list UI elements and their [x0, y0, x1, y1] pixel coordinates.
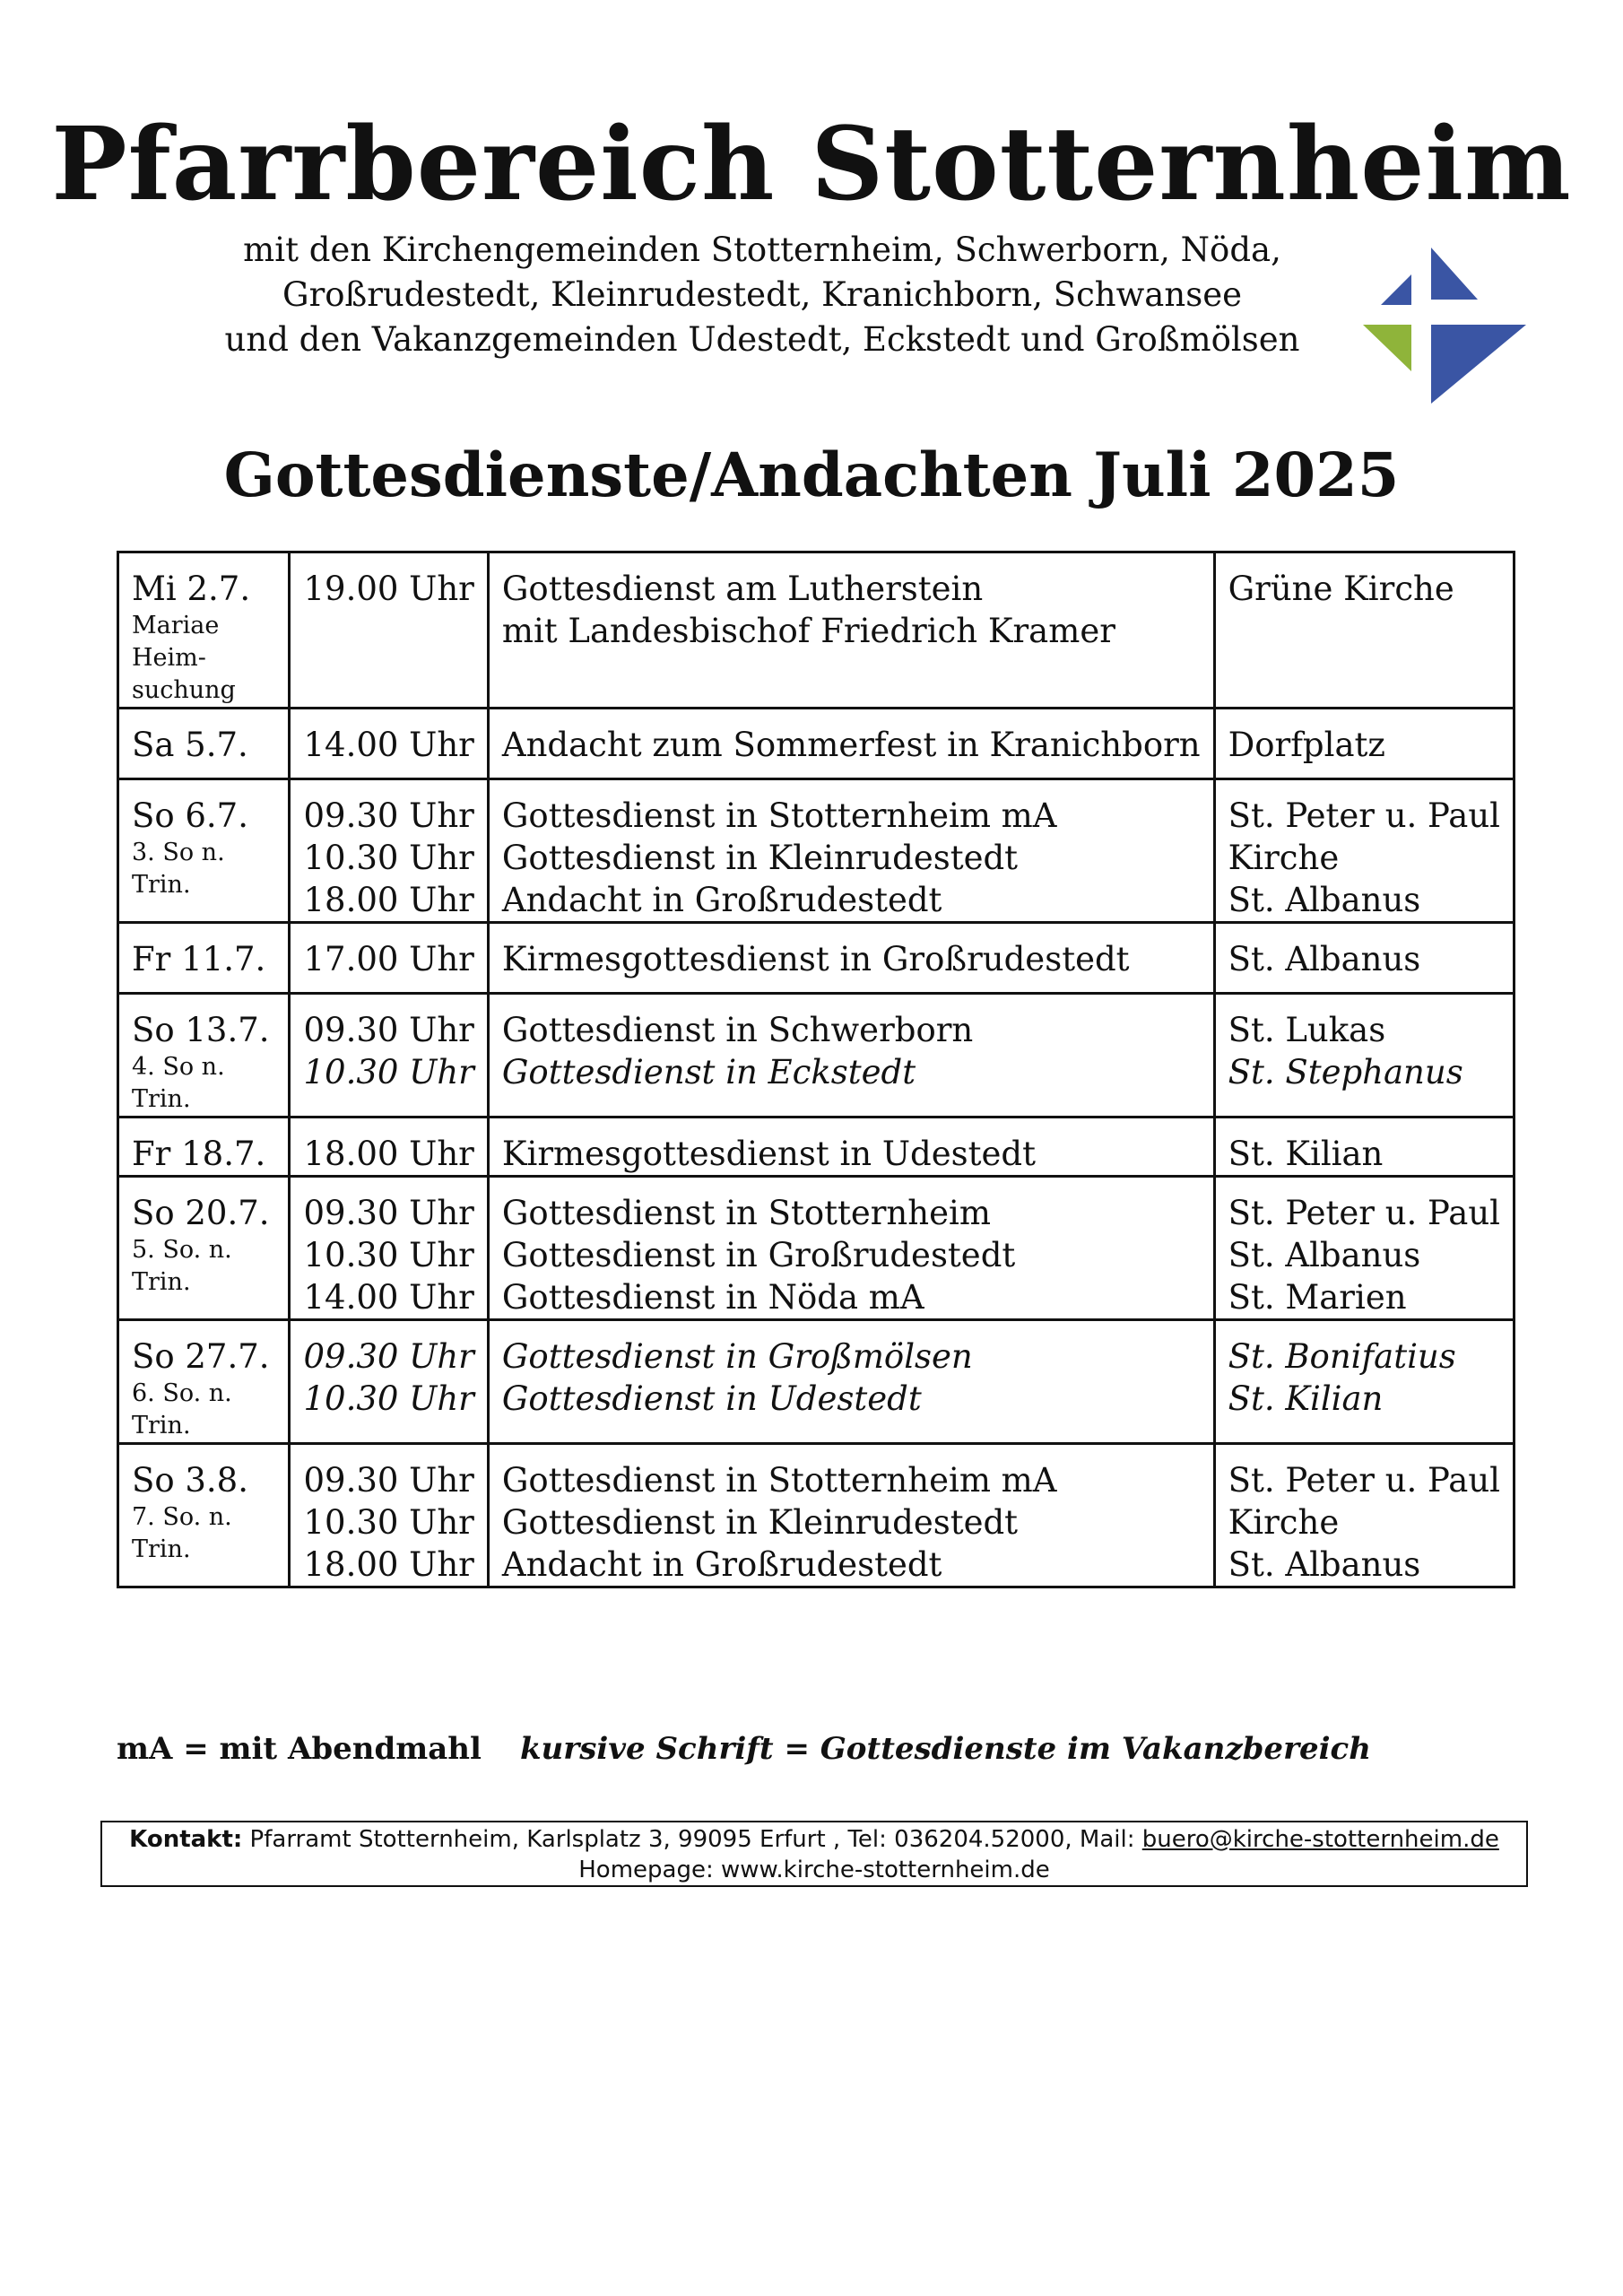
place-cell [1214, 779, 1514, 923]
place-cell [1214, 994, 1514, 1118]
time-cell [290, 994, 488, 1118]
date-cell [118, 1444, 290, 1587]
service-cell [488, 1118, 1214, 1177]
service-line: Kirmesgottesdienst in Udestedt [501, 1135, 1036, 1173]
place-line: St. Bonifatius [1228, 1337, 1456, 1376]
schedule-row [118, 1118, 1515, 1177]
legend-italic: kursive Schrift = Gottesdienste im Vakanzbereich [520, 1731, 1371, 1767]
page-title: Pfarrbereich Stotternheim [51, 106, 1572, 223]
service-line: mit Landesbischof Friedrich Kramer [501, 612, 1115, 650]
day-label: Fr 18.7. [132, 1135, 266, 1173]
time-line: 09.30 Uhr [303, 1461, 474, 1500]
time-line: 18.00 Uhr [303, 881, 474, 919]
place-line: St. Albanus [1228, 940, 1421, 978]
time-cell [290, 552, 488, 709]
date-cell [118, 1320, 290, 1444]
time-line: 18.00 Uhr [303, 1545, 474, 1584]
day-label: Fr 11.7. [132, 940, 266, 978]
liturgical-day: 5. So. n. Trin. [132, 1236, 232, 1296]
place-cell [1214, 1444, 1514, 1587]
time-cell [290, 779, 488, 923]
service-cell [488, 709, 1214, 779]
service-line: Gottesdienst am Lutherstein [501, 570, 984, 608]
liturgical-day: 4. So n. Trin. [132, 1053, 225, 1113]
place-cell [1214, 709, 1514, 779]
time-line: 10.30 Uhr [303, 1503, 474, 1542]
place-cell [1214, 1320, 1514, 1444]
place-line: Kirche [1228, 839, 1340, 877]
place-line: St. Albanus [1228, 1236, 1421, 1274]
contact-address: Pfarramt Stotternheim, Karlsplatz 3, 99095 Erfurt , Tel: 036204.52000, Mail: [242, 1826, 1142, 1853]
time-line: 17.00 Uhr [303, 940, 474, 978]
place-cell [1214, 923, 1514, 994]
place-line: Dorfplatz [1228, 726, 1385, 764]
service-line: Gottesdienst in Großmölsen [501, 1337, 973, 1376]
date-cell [118, 1177, 290, 1320]
place-line: St. Peter u. Paul [1228, 1461, 1500, 1500]
liturgical-day: 3. So n. Trin. [132, 839, 225, 899]
parish-subtitle [135, 228, 1390, 362]
service-line: Andacht in Großrudestedt [501, 1545, 942, 1584]
time-line: 09.30 Uhr [303, 1337, 474, 1376]
place-line: St. Albanus [1228, 1545, 1421, 1584]
place-line: St. Kilian [1228, 1379, 1384, 1418]
schedule-row [118, 994, 1515, 1118]
day-label: So 3.8. [132, 1461, 248, 1500]
liturgical-day: 6. So. n. Trin. [132, 1379, 232, 1439]
service-line: Gottesdienst in Stotternheim mA [501, 796, 1057, 835]
schedule-heading: Gottesdienste/Andachten Juli 2025 [223, 439, 1400, 510]
service-line: Andacht in Großrudestedt [501, 881, 942, 919]
liturgical-day: suchung [132, 676, 236, 704]
cross-logo-icon [1363, 248, 1526, 404]
day-label: Mi 2.7. [132, 570, 251, 608]
legend-abendmahl: mA = mit Abendmahl [117, 1731, 482, 1767]
time-cell [290, 1177, 488, 1320]
service-line: Andacht zum Sommerfest in Kranichborn [501, 726, 1201, 764]
time-line: 09.30 Uhr [303, 1011, 474, 1049]
contact-line [102, 1824, 1526, 1855]
place-line: St. Stephanus [1228, 1053, 1463, 1091]
contact-homepage: Homepage: www.kirche-stotternheim.de [578, 1857, 1050, 1883]
day-label: Sa 5.7. [132, 726, 248, 764]
date-cell [118, 994, 290, 1118]
service-cell [488, 994, 1214, 1118]
schedule-row [118, 1320, 1515, 1444]
time-line: 14.00 Uhr [303, 1278, 474, 1317]
service-line: Kirmesgottesdienst in Großrudestedt [501, 940, 1130, 978]
service-line: Gottesdienst in Kleinrudestedt [501, 1503, 1019, 1542]
schedule-row [118, 779, 1515, 923]
date-cell [118, 709, 290, 779]
time-cell [290, 923, 488, 994]
place-cell [1214, 1118, 1514, 1177]
contact-box [100, 1821, 1528, 1887]
time-line: 19.00 Uhr [303, 570, 474, 608]
service-cell [488, 923, 1214, 994]
service-line: Gottesdienst in Schwerborn [501, 1011, 974, 1049]
time-line: 10.30 Uhr [303, 1053, 474, 1091]
place-line: Kirche [1228, 1503, 1340, 1542]
subtitle-line: mit den Kirchengemeinden Stotternheim, Schwerborn, Nöda, [243, 230, 1281, 269]
schedule-row [118, 1177, 1515, 1320]
place-line: St. Marien [1228, 1278, 1407, 1317]
service-line: Gottesdienst in Eckstedt [501, 1053, 916, 1091]
service-line: Gottesdienst in Kleinrudestedt [501, 839, 1019, 877]
day-label: So 13.7. [132, 1011, 270, 1049]
time-cell [290, 1118, 488, 1177]
day-label: So 20.7. [132, 1194, 270, 1232]
place-line: St. Albanus [1228, 881, 1421, 919]
place-line: St. Lukas [1228, 1011, 1386, 1049]
service-cell [488, 1320, 1214, 1444]
time-line: 09.30 Uhr [303, 796, 474, 835]
place-line: St. Kilian [1228, 1135, 1384, 1173]
time-line: 10.30 Uhr [303, 839, 474, 877]
subtitle-line: und den Vakanzgemeinden Udestedt, Eckstedt und Großmölsen [224, 320, 1300, 359]
place-line: St. Peter u. Paul [1228, 796, 1500, 835]
date-cell [118, 923, 290, 994]
time-line: 14.00 Uhr [303, 726, 474, 764]
contact-label: Kontakt: [129, 1826, 243, 1853]
subtitle-line: Großrudestedt, Kleinrudestedt, Kranichborn, Schwansee [282, 275, 1242, 314]
service-cell [488, 779, 1214, 923]
schedule-table [117, 551, 1515, 1588]
service-line: Gottesdienst in Stotternheim mA [501, 1461, 1057, 1500]
day-label: So 27.7. [132, 1337, 270, 1376]
place-line: Grüne Kirche [1228, 570, 1454, 608]
date-cell [118, 552, 290, 709]
service-line: Gottesdienst in Nöda mA [501, 1278, 924, 1317]
time-line: 18.00 Uhr [303, 1135, 474, 1173]
time-line: 10.30 Uhr [303, 1379, 474, 1418]
service-line: Gottesdienst in Stotternheim [501, 1194, 991, 1232]
date-cell [118, 779, 290, 923]
schedule-row [118, 1444, 1515, 1587]
time-line: 10.30 Uhr [303, 1236, 474, 1274]
liturgical-day: Mariae Heim- [132, 612, 220, 672]
time-cell [290, 1320, 488, 1444]
schedule-row [118, 923, 1515, 994]
contact-mail-link[interactable]: buero@kirche-stotternheim.de [1141, 1826, 1499, 1853]
day-label: So 6.7. [132, 796, 248, 835]
time-cell [290, 709, 488, 779]
place-line: St. Peter u. Paul [1228, 1194, 1500, 1232]
service-cell [488, 552, 1214, 709]
schedule-row [118, 552, 1515, 709]
service-cell [488, 1177, 1214, 1320]
schedule-row [118, 709, 1515, 779]
time-line: 09.30 Uhr [303, 1194, 474, 1232]
place-cell [1214, 552, 1514, 709]
service-cell [488, 1444, 1214, 1587]
liturgical-day: 7. So. n. Trin. [132, 1503, 232, 1563]
service-line: Gottesdienst in Großrudestedt [501, 1236, 1016, 1274]
service-line: Gottesdienst in Udestedt [501, 1379, 922, 1418]
place-cell [1214, 1177, 1514, 1320]
time-cell [290, 1444, 488, 1587]
date-cell [118, 1118, 290, 1177]
